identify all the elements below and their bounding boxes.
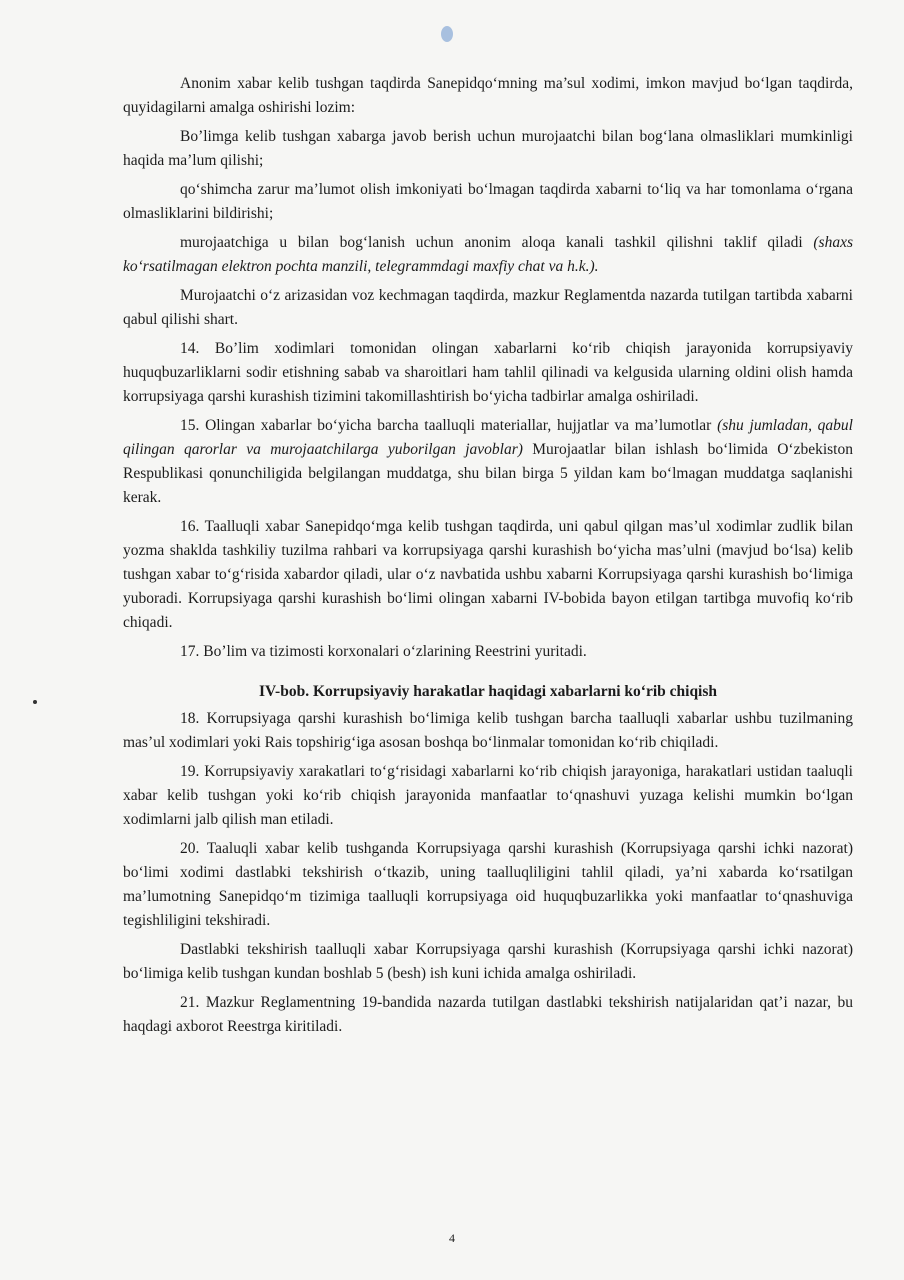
paragraph-text: 15. Olingan xabarlar bo‘yicha barcha taalluqli materiallar, hujjatlar va ma’lumotlar (180, 417, 718, 434)
paragraph (123, 707, 853, 755)
paragraph-text: Anonim xabar kelib tushgan taqdirda Sanepidqo‘mning ma’sul xodimi, imkon mavjud bo‘lgan taqdirda, quyidagilarni amalga oshirishi lozim: (123, 75, 853, 116)
paragraph (123, 414, 853, 510)
paragraph-text: Murojaatlar bilan ishlash bo‘limida O‘zbekiston Respublikasi qonunchiligida belgilangan muddatga, shu bilan birga 5 yildan kam bo‘lmagan muddatga saqlanishi kerak. (123, 441, 853, 506)
paragraph (123, 938, 853, 986)
paragraphs-chapter-4 (123, 707, 853, 1039)
paragraph (123, 337, 853, 409)
paragraph-text: 21. Mazkur Reglamentning 19-bandida nazarda tutilgan dastlabki tekshirish natijalaridan qat’i nazar, bu haqdagi axborot Reestrga kiritiladi. (123, 994, 853, 1035)
paragraph-text: qo‘shimcha zarur ma’lumot olish imkoniyati bo‘lmagan taqdirda xabarni to‘liq va har tomonlama o‘rgana olmasliklarini bildirishi; (123, 181, 853, 222)
scan-dot (33, 700, 37, 704)
paragraph (123, 231, 853, 279)
paragraph (123, 640, 853, 664)
paragraph-text: 14. Bo’lim xodimlari tomonidan olingan xabarlarni ko‘rib chiqish jarayonida korrupsiyaviy huquqbuzarliklarni sodir etishning sabab va sharoitlari ham tahlil qilinadi va kelgusida ularning oldini olish hamda korrupsiyaga qarshi kurashish tizimini takomillashtirish bo‘yicha tadbirlar amalga oshiriladi. (123, 340, 853, 405)
paragraph-text: 16. Taalluqli xabar Sanepidqo‘mga kelib tushgan taqdirda, uni qabul qilgan mas’ul xodimlar zudlik bilan yozma shaklda tashkiliy tuzilma rahbari va korrupsiyaga qarshi kurashish bo‘yicha mas’ulni (mavjud bo‘lsa) kelib tushgan xabar to‘g‘risida xabardor qiladi, ular o‘z navbatida ushbu xabarni Korrupsiyaga qarshi kurashish bo‘limiga yuboradi. Korrupsiyaga qarshi kurashish bo‘limi olingan xabarni IV-bobida bayon etilgan tartibga muvofiq ko‘rib chiqadi. (123, 518, 853, 631)
paragraph-text: 17. Bo’lim va tizimosti korxonalari o‘zlarining Reestrini yuritadi. (180, 643, 587, 660)
paragraph (123, 284, 853, 332)
paragraph (123, 178, 853, 226)
paragraph-text: 18. Korrupsiyaga qarshi kurashish bo‘limiga kelib tushgan barcha taalluqli xabarlar ushbu tuzilmaning mas’ul xodimlari yoki Rais topshirig‘iga asosan boshqa bo‘linmalar tomonidan ko‘rib chiqiladi. (123, 710, 853, 751)
italic-text: (shu jumladan, qabul qilingan qarorlar va murojaatchilarga yuborilgan javoblar) (123, 417, 853, 458)
paragraph (123, 125, 853, 173)
paragraph-text: Bo’limga kelib tushgan xabarga javob berish uchun murojaatchi bilan bog‘lana olmasliklari mumkinligi haqida ma’lum qilishi; (123, 128, 853, 169)
page-number: 4 (449, 1231, 455, 1245)
paragraph-text: 19. Korrupsiyaviy xarakatlari to‘g‘risidagi xabarlarni ko‘rib chiqish jarayoniga, harakatlari ustidan taaluqli xabar kelib tushgan yoki ko‘rib chiqish jarayonida manfaatlar to‘qnashuvi yuzaga kelishi mumkin bo‘lgan xodimlarni jalb qilish man etiladi. (123, 763, 853, 828)
paragraph (123, 515, 853, 635)
paragraph (123, 72, 853, 120)
scan-dot (441, 26, 453, 42)
paragraph-text: Dastlabki tekshirish taalluqli xabar Korrupsiyaga qarshi kurashish (Korrupsiyaga qarshi ichki nazorat) bo‘limiga kelib tushgan kundan boshlab 5 (besh) ish kuni ichida amalga oshiriladi. (123, 941, 853, 982)
chapter-heading: IV-bob. Korrupsiyaviy harakatlar haqidagi xabarlarni ko‘rib chiqish (258, 683, 718, 700)
paragraph (123, 991, 853, 1039)
document-body (123, 72, 853, 1044)
paragraph-text: 20. Taaluqli xabar kelib tushganda Korrupsiyaga qarshi kurashish (Korrupsiyaga qarshi ichki nazorat) bo‘limi xodimi dastlabki tekshirish o‘tkazib, uning taalluqliligini tahlil qiladi, ya’ni xabarda ko‘rsatilgan ma’lumotning Sanepidqo‘m tizimiga taalluqli korrupsiyaga oid huquqbuzarlikka yoki manfaatlar to‘qnashuviga tegishliligini tekshiradi. (123, 840, 853, 929)
paragraphs-section-3 (123, 72, 853, 664)
paragraph (123, 837, 853, 933)
paragraph (123, 760, 853, 832)
italic-text: (shaxs ko‘rsatilmagan elektron pochta manzili, telegrammdagi maxfiy chat va h.k.). (123, 234, 853, 275)
paragraph-text: Murojaatchi o‘z arizasidan voz kechmagan taqdirda, mazkur Reglamentda nazarda tutilgan tartibda xabarni qabul qilishi shart. (123, 287, 853, 328)
paragraph-text: murojaatchiga u bilan bog‘lanish uchun anonim aloqa kanali tashkil qilishni taklif qiladi (180, 234, 814, 251)
